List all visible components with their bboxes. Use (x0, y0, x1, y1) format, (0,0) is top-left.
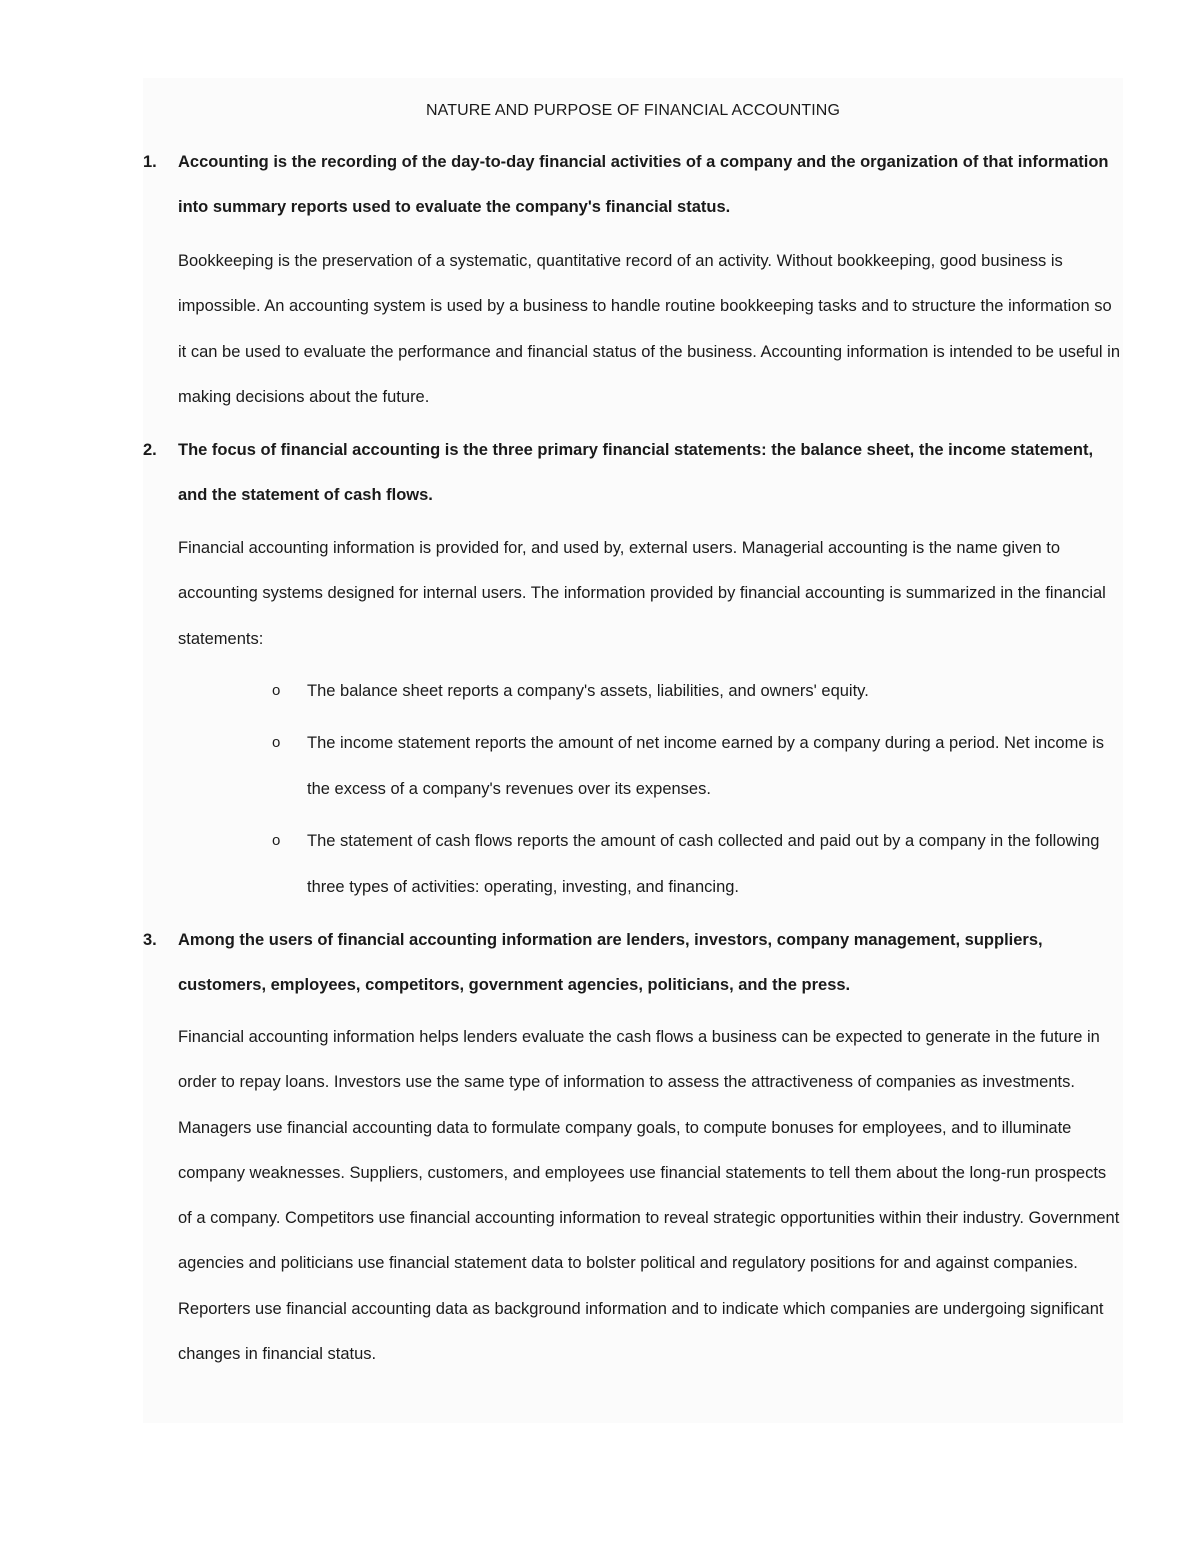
section-2-paragraph: Financial accounting information is provided for, and used by, external users. Managerial accounting is the name given to accounting systems designed for internal users. The information provided by financial accounting is summarized in the financial statements: (178, 539, 1106, 648)
section-1-paragraph: Bookkeeping is the preservation of a systematic, quantitative record of an activity. Without bookkeeping, good business is impossible. An accounting system is used by a business to handle routine bookkeeping tasks and to structure the information so it can be used to evaluate the performance and financial status of the business. Accounting information is intended to be useful in making decisions about the future. (178, 252, 1121, 406)
section-number: 2. (143, 441, 157, 459)
section-number: 3. (143, 931, 157, 949)
bullet-text: The balance sheet reports a company's assets, liabilities, and owners' equity. (307, 682, 869, 700)
section-heading: Among the users of financial accounting information are lenders, investors, company management, suppliers, customers, employees, competitors, government agencies, politicians, and the press. (178, 931, 1043, 994)
section-heading: The focus of financial accounting is the three primary financial statements: the balance sheet, the income statement, and the statement of cash flows. (178, 441, 1094, 504)
bullet-marker: o (272, 682, 281, 699)
section-3-paragraph: Financial accounting information helps lenders evaluate the cash flows a business can be expected to generate in the future in order to repay loans. Investors use the same type of information to assess the attractiveness of companies as investments. Managers use financial accounting data to formulate company goals, to compute bonuses for employees, and to illuminate company weaknesses. Suppliers, customers, and employees use financial statements to tell them about the long-run prospects of a company. Competitors use financial accounting information to reveal strategic opportunities within their industry. Government agencies and politicians use financial statement data to bolster political and regulatory positions for and against companies. Reporters use financial accounting data as background information and to indicate which companies are undergoing significant changes in financial status. (178, 1028, 1120, 1364)
section-number: 1. (143, 153, 157, 171)
section-heading: Accounting is the recording of the day-to-day financial activities of a company and the organization of that information into summary reports used to evaluate the company's financial status. (178, 153, 1109, 216)
bullet-text: The income statement reports the amount of net income earned by a company during a period. Net income is the excess of a company's revenues over its expenses. (307, 734, 1105, 798)
bullet-marker: o (272, 832, 281, 849)
bullet-text: The statement of cash flows reports the amount of cash collected and paid out by a company in the following three types of activities: operating, investing, and financing. (307, 832, 1100, 896)
bullet-marker: o (272, 734, 281, 751)
document-title: NATURE AND PURPOSE OF FINANCIAL ACCOUNTING (425, 102, 841, 119)
